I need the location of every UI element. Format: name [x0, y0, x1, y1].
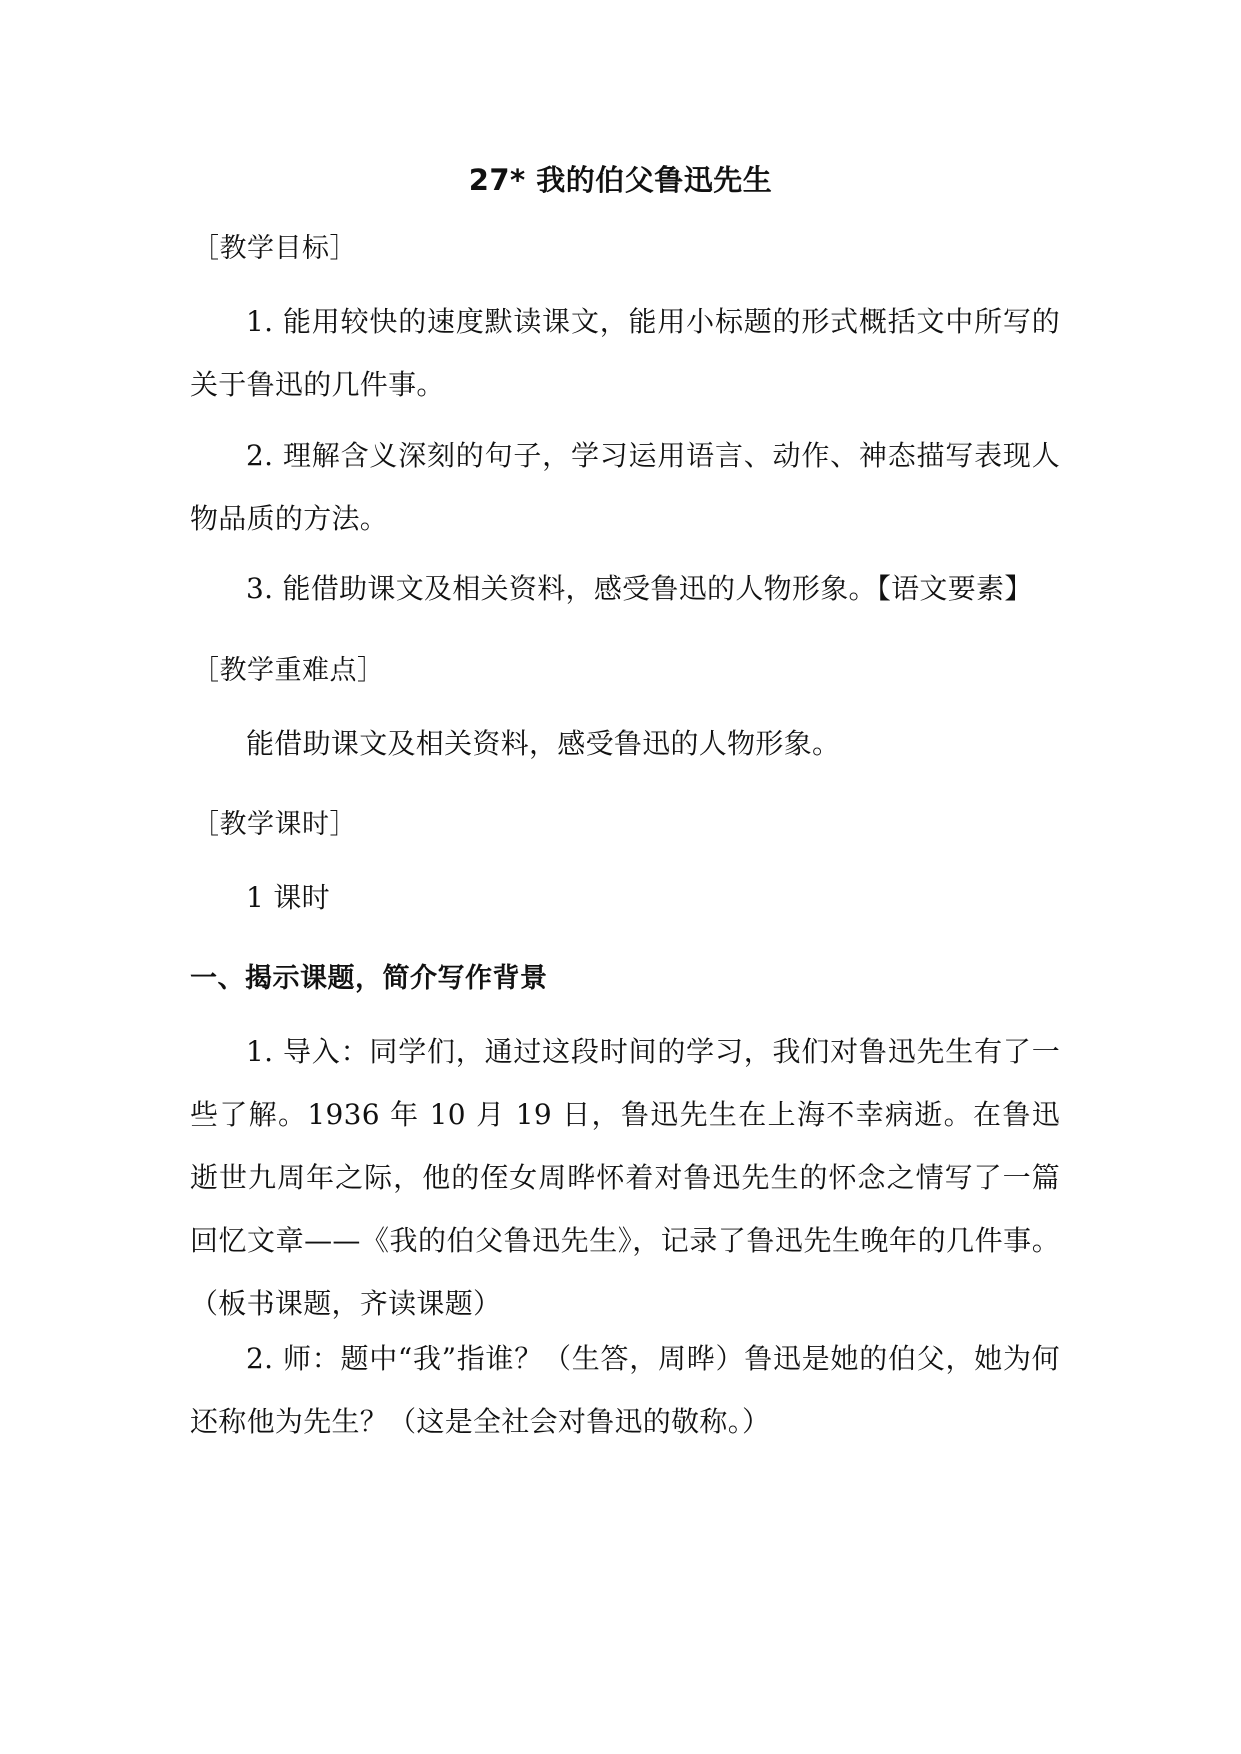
periods-text: 1 课时 — [246, 881, 330, 914]
periods-heading: ［教学课时］ — [192, 809, 357, 840]
section-1-heading: 一、揭示课题，简介写作背景 — [190, 963, 548, 994]
page-title: 27* 我的伯父鲁迅先生 — [468, 163, 773, 197]
keypoints-text: 能借助课文及相关资料，感受鲁迅的人物形象。 — [246, 727, 841, 760]
section-1-paragraph-2: 2. 师：题中“我”指谁？（生答，周晔）鲁迅是她的伯父，她为何还称他为先生？（这是全社会对鲁迅的敬称。） — [190, 1342, 1060, 1438]
keypoints-heading: ［教学重难点］ — [192, 655, 385, 686]
objectives-heading: ［教学目标］ — [192, 233, 357, 264]
objective-item-3: 3. 能借助课文及相关资料，感受鲁迅的人物形象。【语文要素】 — [246, 572, 1033, 605]
objective-item-1: 1. 能用较快的速度默读课文，能用小标题的形式概括文中所写的关于鲁迅的几件事。 — [190, 305, 1060, 401]
section-1-paragraph-1: 1. 导入：同学们，通过这段时间的学习，我们对鲁迅先生有了一些了解。1936 年 10 月 19 日，鲁迅先生在上海不幸病逝。在鲁迅逝世九周年之际，他的侄女周晔怀着对鲁迅先生的怀念之情写了一篇回忆文章——《我的伯父鲁迅先生》，记录了鲁迅先生晚年的几件事。（板书课题，齐读课题） — [190, 1035, 1060, 1320]
objective-item-2: 2. 理解含义深刻的句子，学习运用语言、动作、神态描写表现人物品质的方法。 — [190, 439, 1060, 535]
